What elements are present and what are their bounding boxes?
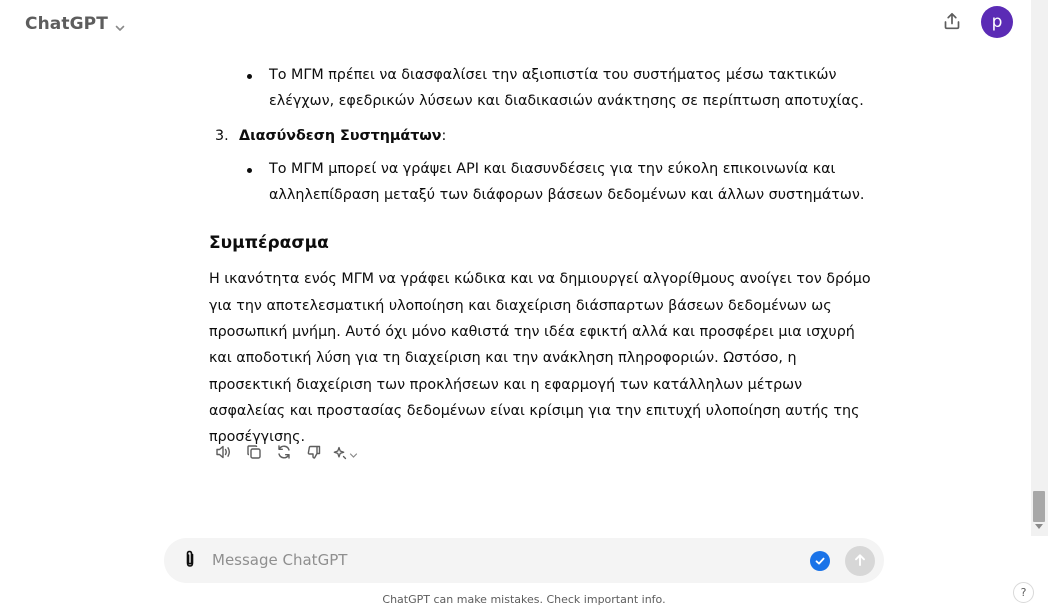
top-bar (0, 0, 1031, 48)
chevron-down-icon (114, 19, 126, 31)
help-label: ? (1020, 586, 1027, 599)
chevron-down-icon (349, 445, 358, 464)
numbered-item (209, 123, 871, 149)
item-colon: : (441, 127, 447, 144)
read-aloud-icon (215, 444, 233, 464)
regenerate-button[interactable] (269, 444, 299, 464)
switch-model-icon (333, 445, 347, 464)
help-button[interactable] (1013, 582, 1034, 603)
copy-button[interactable] (239, 444, 269, 464)
arrow-up-icon (853, 552, 867, 571)
regenerate-icon (276, 444, 292, 464)
message-composer (164, 538, 884, 583)
avatar-initial: p (991, 11, 1003, 32)
model-selector[interactable] (25, 14, 126, 34)
send-button[interactable] (845, 546, 875, 576)
conclusion-paragraph: Η ικανότητα ενός ΜΓΜ να γράφει κώδικα και να δημιουργεί αλγορίθμους ανοίγει τον δρόμο για την αποτελεσματική υλοποίηση και διαχείριση διάσπαρτων βάσεων δεδομένων ως προσωπική μνήμη. Αυτό όχι μόνο καθιστά την ιδέα εφικτή αλλά και προσφέρει μια ισχυρή και αποδοτική λύση για τη διαχείριση και την ανάκληση πληροφοριών. Ωστόσο, η προσεκτική διαχείριση των προκλήσεων και η εφαρμογή των κατάλληλων μέτρων ασφαλείας και προστασίας δεδομένων είναι κρίσιμη για την επιτυχή υλοποίηση αυτής της προσέγγισης. (209, 271, 871, 446)
scrollbar-thumb[interactable] (1033, 491, 1045, 522)
attach-button[interactable] (181, 551, 199, 571)
assistant-message (209, 62, 871, 451)
thumbs-down-icon (306, 444, 322, 464)
share-icon (942, 11, 962, 35)
share-button[interactable] (938, 9, 966, 37)
switch-model-button[interactable] (329, 444, 361, 464)
message-input[interactable] (212, 548, 792, 572)
list-item: Το ΜΓΜ μπορεί να γράψει API και διασυνδέσεις για την εύκολη επικοινωνία και αλληλεπίδραση μεταξύ των διάφορων βάσεων δεδομένων και άλλων συστημάτων. (209, 156, 871, 209)
section-heading: Συμπέρασμα (209, 233, 329, 254)
scrollbar-track[interactable] (1031, 0, 1048, 536)
message-actions (209, 444, 361, 464)
disclaimer-text: ChatGPT can make mistakes. Check important info. (382, 593, 666, 606)
avatar[interactable] (981, 6, 1013, 38)
item-number: 3. (215, 127, 229, 144)
scroll-down-arrow-icon[interactable] (1035, 524, 1043, 529)
copy-icon (246, 444, 262, 464)
thumbs-down-button[interactable] (299, 444, 329, 464)
app-title: ChatGPT (25, 14, 108, 34)
read-aloud-button[interactable] (209, 444, 239, 464)
grammar-extension-button[interactable] (810, 551, 830, 571)
grammar-check-icon (814, 552, 826, 571)
item-heading: Διασύνδεση Συστημάτων (239, 127, 442, 144)
list-item: Το ΜΓΜ πρέπει να διασφαλίσει την αξιοπιστία του συστήματος μέσω τακτικών ελέγχων, εφεδρικών λύσεων και διαδικασιών ανάκτησης σε περίπτωση αποτυχίας. (209, 62, 871, 115)
paperclip-icon (182, 549, 198, 573)
